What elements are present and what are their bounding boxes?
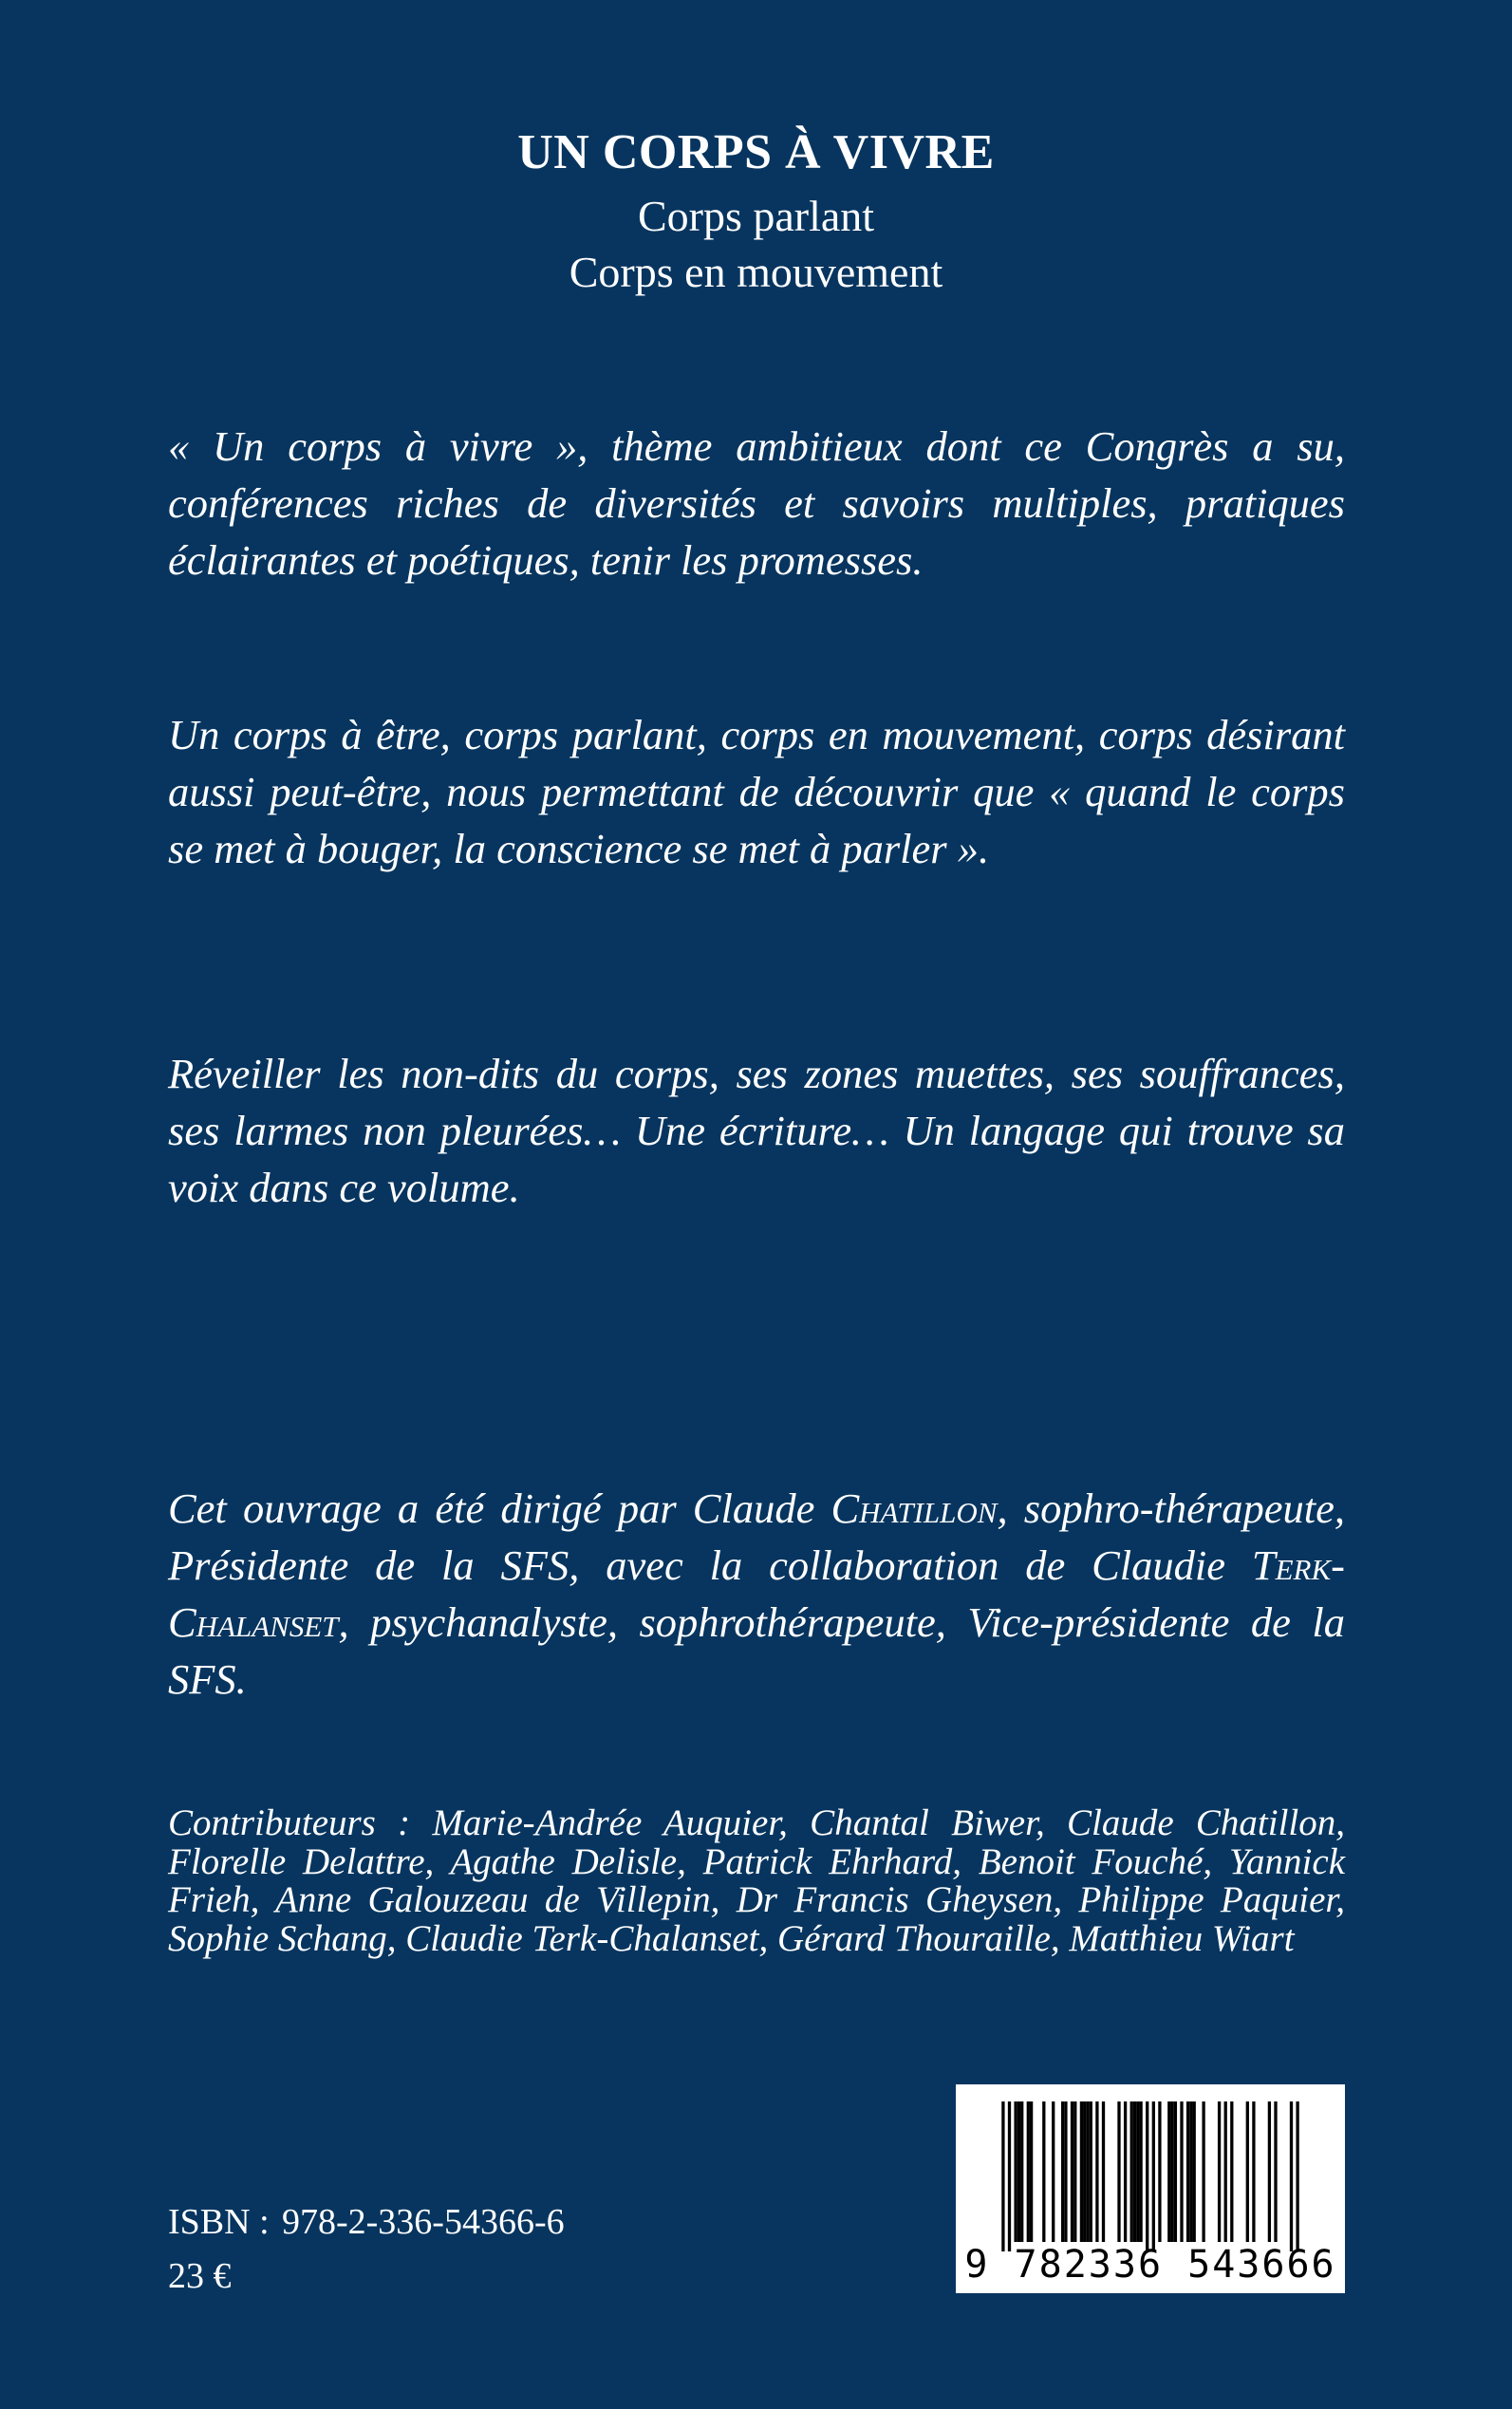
barcode-bar [1020,2101,1023,2242]
barcode-bar [1290,2101,1293,2251]
barcode-bar [1170,2101,1173,2242]
barcode-bar [1102,2101,1105,2242]
barcode-bar [1080,2101,1083,2242]
barcode-bar [1090,2101,1092,2242]
barcode-bar [1030,2101,1033,2242]
barcode-bar [1167,2101,1170,2242]
editors-text-1: Cet ouvrage a été dirigé par Claude [168,1485,831,1532]
barcode-bar [1268,2101,1271,2242]
editors-text-3: , psychanalyste, sophrothérapeute, Vice-présidente de la SFS. [168,1598,1345,1703]
barcode-bar [1189,2101,1192,2242]
blurb-paragraph-1: « Un corps à vivre », thème ambitieux dont ce Congrès a su, conférences riches de diversités et savoirs multiples, pratiques éclairantes et poétiques, tenir les promesses. [168,422,1345,584]
barcode-bar [1086,2101,1089,2242]
blurb-paragraph-2: Un corps à être, corps parlant, corps en mouvement, corps désirant aussi peut-être, nous permettant de découvrir que « quand le corps se met à bouger, la conscience se met à parler ». [168,711,1345,872]
barcode-bar [1193,2101,1196,2242]
barcode-bar [1124,2101,1127,2242]
barcode-bar [1017,2101,1020,2242]
barcode-bar [1158,2101,1161,2242]
barcode-bar [1202,2101,1204,2242]
barcode-bar [1230,2101,1233,2242]
blurb-paragraph-3: Réveiller les non-dits du corps, ses zones muettes, ses souffrances, ses larmes non pleurées… Une écriture… Un langage qui trouve sa voix dans ce volume. [168,1050,1345,1211]
barcode-bar [1008,2101,1011,2251]
barcode-bar [1174,2101,1177,2242]
barcode-bar [1139,2101,1142,2242]
subtitle-corps-en-mouvement: Corps en mouvement [569,248,943,296]
title-block [0,118,1512,300]
barcode-bar [1064,2101,1067,2242]
isbn-line [168,2200,565,2244]
barcode-bar [1042,2101,1045,2242]
barcode-bar [1224,2101,1227,2242]
barcode-bar [1117,2101,1120,2242]
barcode-bar [1001,2101,1004,2251]
barcode-bar [1252,2101,1255,2242]
book-title: UN CORPS À VIVRE [517,125,995,179]
barcode-bar [1136,2101,1139,2242]
barcode-bar [1218,2101,1221,2242]
barcode-bar [1152,2101,1155,2251]
price: 23 € [168,2256,232,2296]
barcode-bar [1133,2101,1136,2242]
isbn-value: 978-2-336-54366-6 [282,2202,565,2242]
editors-text-2: , sophro-thérapeute, Présidente de la SFS, avec la collaboration de Claudie [168,1485,1345,1589]
barcode-bar [1073,2101,1076,2242]
barcode-bar [1130,2101,1133,2242]
barcode-bar [1146,2101,1148,2251]
isbn-label: ISBN : [168,2202,270,2242]
barcode-bar [1246,2101,1249,2242]
barcode-bar [1083,2101,1086,2242]
contributors-list: Contributeurs : Marie-Andrée Auquier, Chantal Biwer, Claude Chatillon, Florelle Delattre, Agathe Delisle, Patrick Ehrhard, Benoit Fouché, Yannick Frieh, Anne Galouzeau de Villepin, Dr Francis Gheysen, Philippe Paquier, Sophie Schang, Claudie Terk-Chalanset, Gérard Thouraille, Matthieu Wiart [168,1802,1345,1959]
editor-surname-chatillon: Chatillon [831,1485,998,1532]
editor-surname-terk-chalanset: Terk-Chalanset [168,1541,1345,1646]
barcode-bar [1095,2101,1098,2242]
editors-paragraph [168,1480,1345,1708]
barcode-bar [1071,2101,1073,2242]
subtitle-corps-parlant: Corps parlant [637,192,875,240]
barcode [956,2084,1345,2293]
barcode-bar [1052,2101,1055,2242]
barcode-bar [1061,2101,1064,2242]
barcode-bar [1296,2101,1298,2251]
barcode-bar [1014,2101,1017,2242]
barcode-bar [1180,2101,1183,2242]
barcode-bar [1027,2101,1030,2242]
barcode-bar [1186,2101,1189,2242]
barcode-bar [1274,2101,1277,2242]
barcode-digits: 9 782336 543666 [964,2243,1336,2287]
